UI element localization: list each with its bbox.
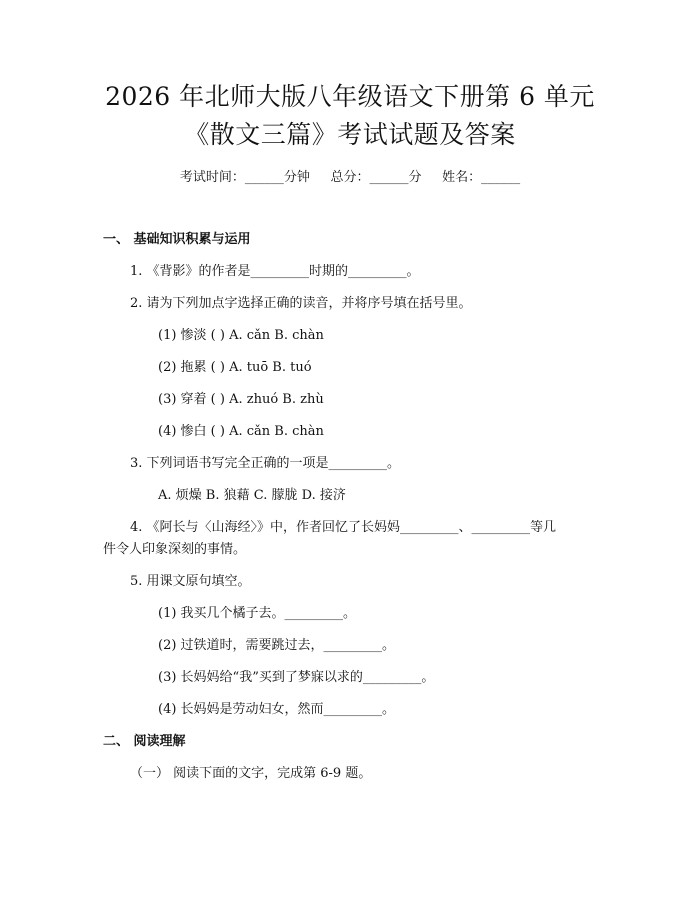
exam-meta-info: 考试时间：______分钟 总分：______分 姓名：______ [179, 170, 521, 185]
question-2-option-1: (1) 惨淡 ( ) A. cǎn B. chàn [158, 328, 324, 343]
section-1-heading: 一、 基础知识积累与运用 [103, 232, 251, 247]
question-4-line-1: 4. 《阿长与〈山海经〉》中，作者回忆了长妈妈_________、_________等几 [130, 520, 557, 535]
exam-title-line-2: 《散文三篇》考试试题及答案 [184, 120, 516, 149]
question-5-item-4: (4) 长妈妈是劳动妇女，然而_________。 [158, 702, 396, 717]
question-2-option-2: (2) 拖累 ( ) A. tuō B. tuó [158, 360, 312, 375]
question-3-options: A. 烦燥 B. 狼藉 C. 朦胧 D. 接济 [158, 488, 346, 503]
section-2-heading: 二、 阅读理解 [103, 734, 186, 749]
question-1: 1. 《背影》的作者是_________时期的_________。 [130, 264, 420, 279]
question-2: 2. 请为下列加点字选择正确的读音，并将序号填在括号里。 [130, 296, 472, 311]
question-3: 3. 下列词语书写完全正确的一项是_________。 [130, 456, 401, 471]
reading-section-1-instruction: （一） 阅读下面的文字，完成第 6-9 题。 [130, 766, 372, 781]
question-4-line-2: 件令人印象深刻的事情。 [103, 542, 247, 557]
exam-title-line-1: 2026 年北师大版八年级语文下册第 6 单元 [105, 82, 595, 111]
question-2-option-4: (4) 惨白 ( ) A. cǎn B. chàn [158, 424, 324, 439]
question-5-item-1: (1) 我买几个橘子去。_________。 [158, 606, 357, 621]
question-5-item-3: (3) 长妈妈给“我”买到了梦寐以求的_________。 [158, 670, 435, 685]
question-5-item-2: (2) 过铁道时，需要跳过去，_________。 [158, 638, 396, 653]
question-5: 5. 用课文原句填空。 [130, 574, 251, 589]
question-2-option-3: (3) 穿着 ( ) A. zhuó B. zhù [158, 392, 324, 407]
